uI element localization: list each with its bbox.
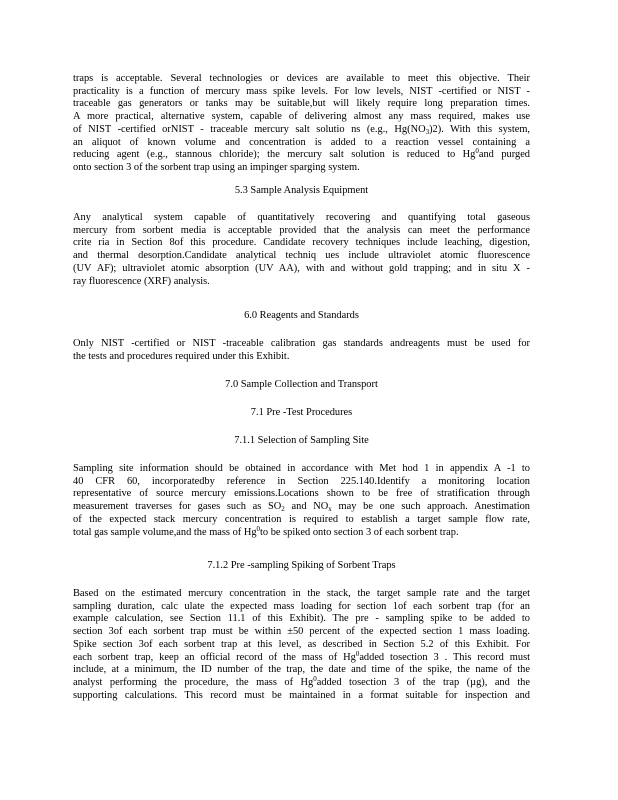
- text-line: of NIST -certified orNIST - traceable mercury salt solutio ns (e.g., $Hg(NO_3)2$). With this system,: [73, 123, 530, 136]
- text-line: onto section 3 of the sorbent trap using an impinger sparging system.: [73, 161, 360, 173]
- text-line: Spike section 3of each sorbent trap at this level, as described in Section 5.2 of this Exhibit. For: [73, 638, 530, 650]
- text-line: (UV AF); ultraviolet atomic absorption (UV AA), with and without gold trapping; and in situ X -: [73, 262, 530, 274]
- section-heading-7-1-2: 7.1.2 Pre -sampling Spiking of Sorbent Traps: [207, 560, 396, 571]
- text-line: of the expected stack mercury concentration is required to establish a target sample flow rate,: [73, 513, 530, 525]
- text-line: A more practical, alternative system, capable of delivering almost any mass required, makes use: [73, 111, 530, 123]
- section-heading-5-3: 5.3 Sample Analysis Equipment: [234, 185, 369, 196]
- text-line: sampling duration, calc ulate the expected mass loading for section 1of each sorbent trap (for an: [73, 600, 530, 612]
- paragraph-analysis-equipment: [73, 212, 530, 288]
- paragraph-pre-sampling-spiking: [73, 588, 530, 702]
- section-heading-6-0: 6.0 Reagents and Standards: [244, 310, 359, 321]
- text-line: mercury from sorbent media is acceptable provided that the analysis can meet the performance: [73, 224, 530, 236]
- text-line: Sampling site information should be obtained in accordance with Met hod 1 in appendix A -1 to: [73, 463, 530, 474]
- text-line: example calculation, see Section 11.1 of this Exhibit). The pre - sampling spike to be added to: [73, 613, 530, 625]
- text-line: section 3of each sorbent trap must be within ±50 percent of the expected section 1 mass loading.: [73, 626, 530, 638]
- text-line: include, at a minimum, the ID number of the trap, the date and time of the spike, the name of the: [73, 664, 530, 676]
- section-heading-7-0: 7.0 Sample Collection and Transport: [225, 379, 378, 390]
- text-line: an aliquot of known volume and concentration is added to a reaction vessel containing a: [73, 136, 530, 148]
- paragraph-spike-systems: [73, 73, 530, 175]
- text-line: total gas sample volume,and the mass of Hg$^0$to be spiked onto section 3 of each sorbent trap.: [73, 524, 459, 538]
- text-line: crite ria in Section 8of this procedure. Candidate recovery techniques include leaching, digestion,: [73, 237, 530, 249]
- text-line: traps is acceptable. Several technologies or devices are available to meet this objective. Their: [73, 73, 530, 84]
- text-line: analyst performing the procedure, the mass of Hg$^0$added tosection 3 of the trap (µg), and the: [73, 674, 530, 688]
- paragraph-reagents: [73, 338, 530, 363]
- text-line: ray fluorescence (XRF) analysis.: [73, 275, 210, 287]
- text-line: 40 CFR 60, incorporatedby reference in Section 225.140.Identify a monitoring location: [73, 475, 530, 487]
- text-line: supporting calculations. This record must be maintained in a format suitable for inspection and: [73, 689, 530, 701]
- text-line: traceable gas generators or tanks may be suitable,but will likely require long preparation times.: [73, 98, 530, 110]
- text-line: Based on the estimated mercury concentration in the stack, the target sample rate and the target: [73, 588, 530, 599]
- section-heading-7-1-1: 7.1.1 Selection of Sampling Site: [234, 435, 369, 446]
- text-line: each sorbent trap, keep an official record of the mass of Hg$^0$added tosection 3 . This record must: [73, 649, 531, 663]
- text-line: Only NIST -certified or NIST -traceable calibration gas standards andreagents must be used for: [73, 338, 530, 349]
- text-line: and thermal desorption.Candidate analytical techniq ues include ultraviolet atomic fluorescence: [73, 250, 530, 262]
- text-line: practicality is a function of mercury mass spike levels. For low levels, NIST -certified or NIST -: [73, 85, 530, 97]
- paragraph-sampling-site: [73, 463, 530, 539]
- section-heading-7-1: 7.1 Pre -Test Procedures: [250, 407, 353, 418]
- text-line: reducing agent (e.g., stannous chloride); the mercury salt solution is reduced to Hg$^0$and purged: [73, 147, 530, 161]
- text-line: the tests and procedures required under this Exhibit.: [73, 350, 290, 362]
- text-line: Any analytical system capable of quantitatively recovering and quantifying total gaseous: [73, 212, 530, 223]
- text-line: measurement traverses for gases such as $SO_2$ and $NO_x$ may be one such approach. Anestimation: [73, 501, 530, 514]
- text-line: representative of source mercury emissions.Locations shown to be free of stratification through: [73, 488, 530, 500]
